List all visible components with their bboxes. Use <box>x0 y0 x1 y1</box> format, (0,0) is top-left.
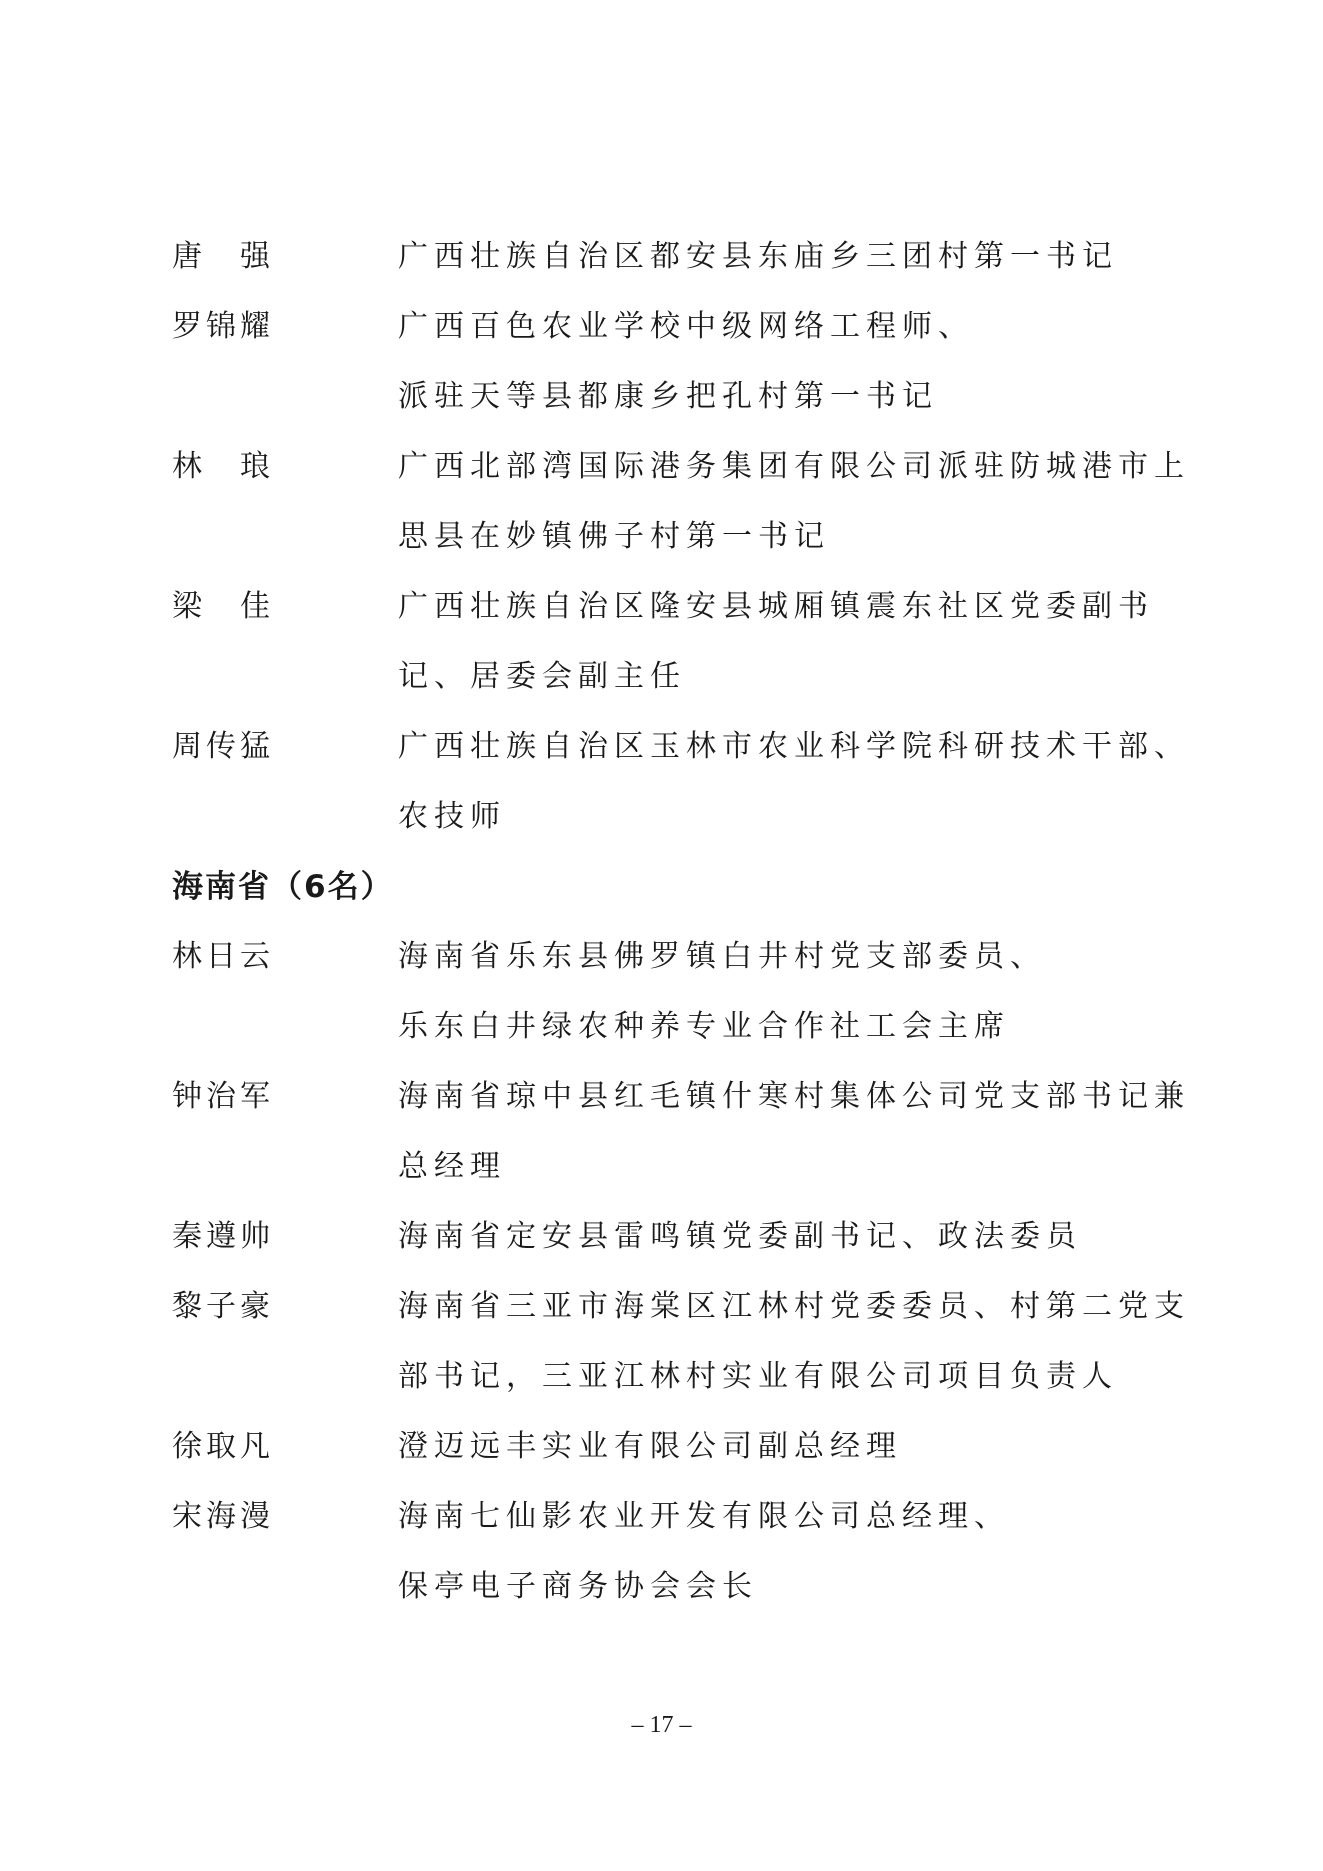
description-line: 派驻天等县都康乡把孔村第一书记 <box>398 379 938 414</box>
description-line: 思县在妙镇佛子村第一书记 <box>398 519 830 554</box>
description-line: 广西壮族自治区玉林市农业科学院科研技术干部、 <box>398 729 1190 764</box>
description-line: 海南七仙影农业开发有限公司总经理、 <box>398 1499 1010 1534</box>
description-line: 总经理 <box>398 1149 506 1184</box>
description-line: 保亭电子商务协会会长 <box>398 1569 758 1604</box>
list-item <box>172 1062 1190 1202</box>
list-item <box>172 1272 1190 1412</box>
person-name: 林日云 <box>172 939 274 974</box>
list-item <box>172 222 1152 292</box>
description-line: 海南省三亚市海棠区江林村党委委员、村第二党支 <box>398 1289 1190 1324</box>
description-line: 广西壮族自治区隆安县城厢镇震东社区党委副书 <box>398 589 1154 624</box>
person-name: 林 琅 <box>172 449 274 484</box>
description-line: 海南省乐东县佛罗镇白井村党支部委员、 <box>398 939 1046 974</box>
person-description <box>398 1482 1152 1622</box>
page-content <box>172 222 1190 1622</box>
person-name: 徐取凡 <box>172 1429 274 1464</box>
list-item <box>172 922 1152 1062</box>
list-item <box>172 292 1152 432</box>
list-item <box>172 1412 1152 1482</box>
person-name: 周传猛 <box>172 729 274 764</box>
person-name: 唐 强 <box>172 239 274 274</box>
list-item <box>172 1202 1152 1272</box>
list-item <box>172 712 1190 852</box>
person-description <box>398 222 1152 292</box>
description-line: 记、居委会副主任 <box>398 659 686 694</box>
page-number: – 17 – <box>631 1712 692 1738</box>
person-name: 秦遵帅 <box>172 1219 274 1254</box>
section-heading: 海南省（6名） <box>172 869 394 905</box>
person-name: 罗锦耀 <box>172 309 274 344</box>
person-name: 黎子豪 <box>172 1289 274 1324</box>
description-line: 乐东白井绿农种养专业合作社工会主席 <box>398 1009 1010 1044</box>
description-line: 澄迈远丰实业有限公司副总经理 <box>398 1429 902 1464</box>
person-description <box>398 1272 1190 1412</box>
person-description <box>398 292 1152 432</box>
person-description <box>398 922 1152 1062</box>
list-item <box>172 572 1152 712</box>
list-item <box>172 432 1190 572</box>
person-name: 梁 佳 <box>172 589 274 624</box>
person-description <box>398 572 1154 712</box>
person-description <box>398 1412 1152 1482</box>
person-description <box>398 712 1190 852</box>
person-name: 钟治军 <box>172 1079 274 1114</box>
description-line: 海南省定安县雷鸣镇党委副书记、政法委员 <box>398 1219 1082 1254</box>
description-line: 广西壮族自治区都安县东庙乡三团村第一书记 <box>398 239 1118 274</box>
person-name: 宋海漫 <box>172 1499 274 1534</box>
description-line: 海南省琼中县红毛镇什寒村集体公司党支部书记兼 <box>398 1079 1190 1114</box>
description-line: 广西百色农业学校中级网络工程师、 <box>398 309 974 344</box>
person-description <box>398 1202 1152 1272</box>
list-item <box>172 1482 1152 1622</box>
description-line: 农技师 <box>398 799 506 834</box>
person-description <box>398 432 1190 572</box>
person-description <box>398 1062 1190 1202</box>
description-line: 部书记，三亚江林村实业有限公司项目负责人 <box>398 1359 1118 1394</box>
description-line: 广西北部湾国际港务集团有限公司派驻防城港市上 <box>398 449 1190 484</box>
